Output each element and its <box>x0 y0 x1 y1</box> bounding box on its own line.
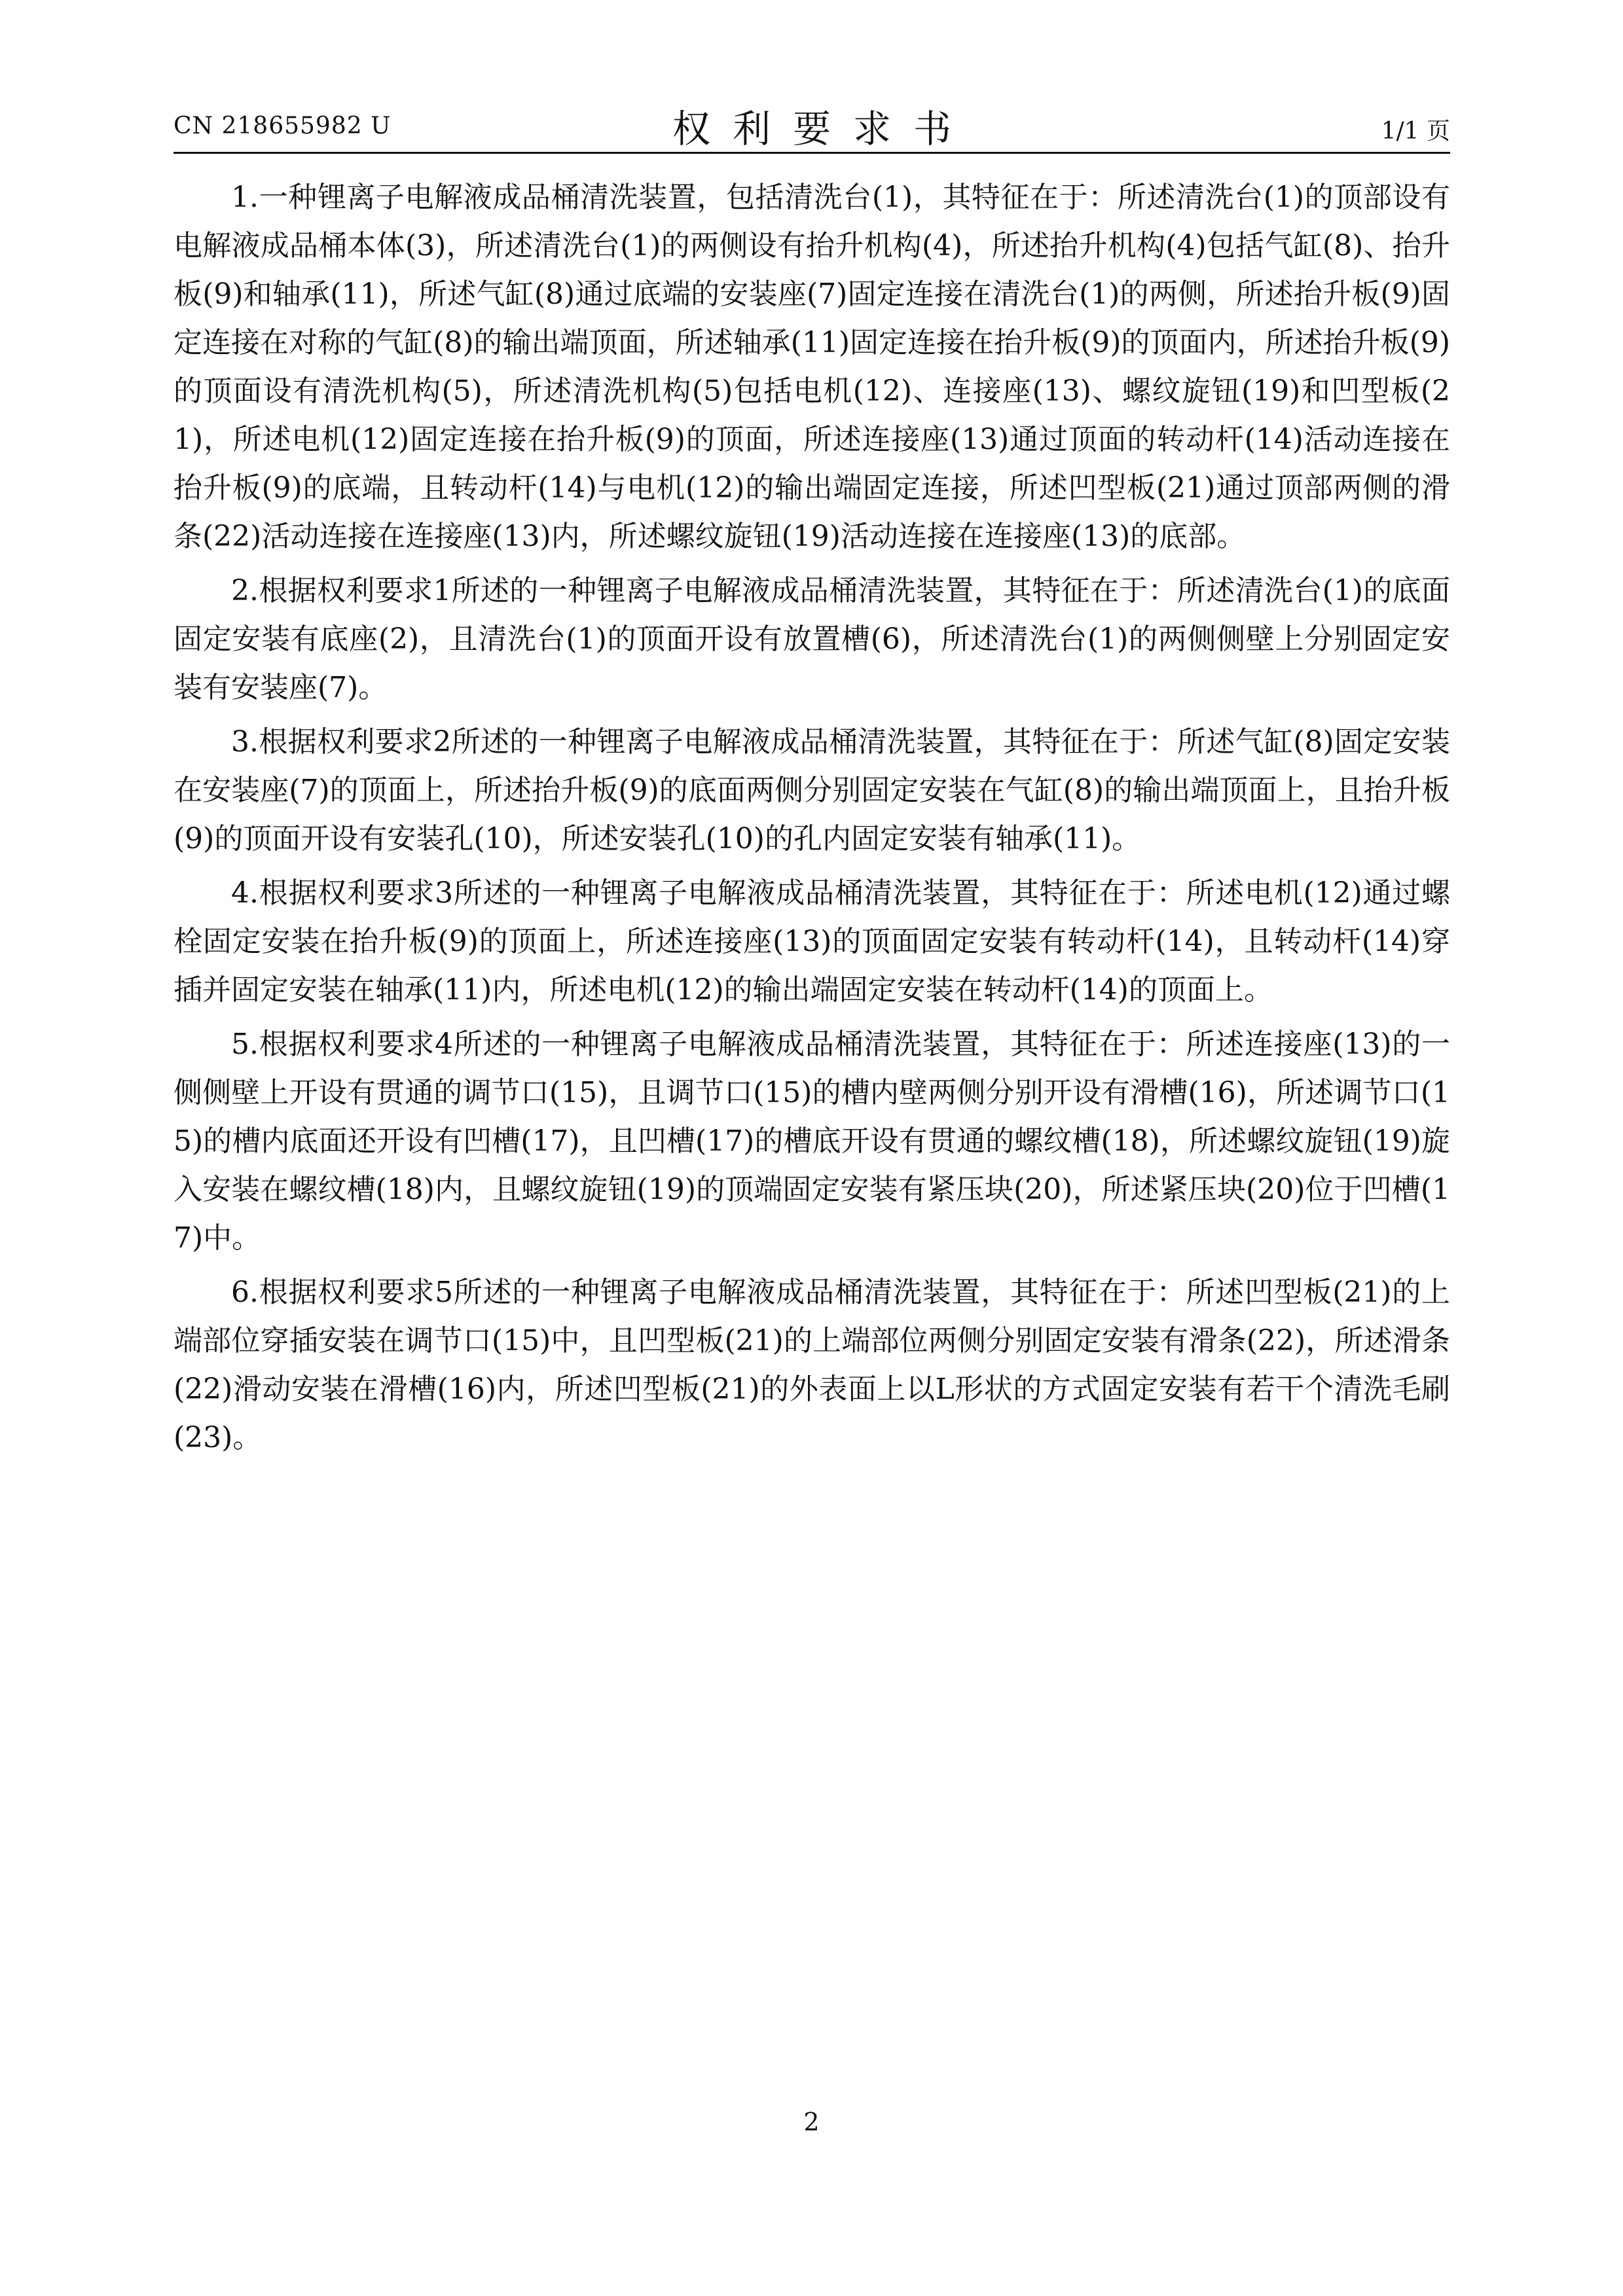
document-title: 权利要求书 <box>672 107 974 151</box>
claims-body <box>173 173 1450 1468</box>
page-indicator: 1/1 页 <box>1381 118 1450 145</box>
publication-number: CN 218655982 U <box>173 113 392 139</box>
claim-1: 1.一种锂离子电解液成品桶清洗装置，包括清洗台(1)，其特征在于：所述清洗台(1)的顶部设有电解液成品桶本体(3)，所述清洗台(1)的两侧设有抬升机构(4)，所述抬升机构(4)包括气缸(8)、抬升板(9)和轴承(11)，所述气缸(8)通过底端的安装座(7)固定连接在清洗台(1)的两侧，所述抬升板(9)固定连接在对称的气缸(8)的输出端顶面，所述轴承(11)固定连接在抬升板(9)的顶面内，所述抬升板(9)的顶面设有清洗机构(5)，所述清洗机构(5)包括电机(12)、连接座(13)、螺纹旋钮(19)和凹型板(21)，所述电机(12)固定连接在抬升板(9)的顶面，所述连接座(13)通过顶面的转动杆(14)活动连接在抬升板(9)的底端，且转动杆(14)与电机(12)的输出端固定连接，所述凹型板(21)通过顶部两侧的滑条(22)活动连接在连接座(13)内，所述螺纹旋钮(19)活动连接在连接座(13)的底部。 <box>173 181 1450 553</box>
footer-page-number: 2 <box>803 2108 820 2136</box>
claim-4: 4.根据权利要求3所述的一种锂离子电解液成品桶清洗装置，其特征在于：所述电机(12)通过螺栓固定安装在抬升板(9)的顶面上，所述连接座(13)的顶面固定安装有转动杆(14)，且转动杆(14)穿插并固定安装在轴承(11)内，所述电机(12)的输出端固定安装在转动杆(14)的顶面上。 <box>173 876 1450 1007</box>
header-divider <box>173 152 1450 154</box>
claim-6: 6.根据权利要求5所述的一种锂离子电解液成品桶清洗装置，其特征在于：所述凹型板(21)的上端部位穿插安装在调节口(15)中，且凹型板(21)的上端部位两侧分别固定安装有滑条(22)，所述滑条(22)滑动安装在滑槽(16)内，所述凹型板(21)的外表面上以L形状的方式固定安装有若干个清洗毛刷(23)。 <box>173 1276 1450 1454</box>
claim-2: 2.根据权利要求1所述的一种锂离子电解液成品桶清洗装置，其特征在于：所述清洗台(1)的底面固定安装有底座(2)，且清洗台(1)的顶面开设有放置槽(6)，所述清洗台(1)的两侧侧壁上分别固定安装有安装座(7)。 <box>173 574 1450 704</box>
claim-3: 3.根据权利要求2所述的一种锂离子电解液成品桶清洗装置，其特征在于：所述气缸(8)固定安装在安装座(7)的顶面上，所述抬升板(9)的底面两侧分别固定安装在气缸(8)的输出端顶面上，且抬升板(9)的顶面开设有安装孔(10)，所述安装孔(10)的孔内固定安装有轴承(11)。 <box>173 725 1450 855</box>
claim-5: 5.根据权利要求4所述的一种锂离子电解液成品桶清洗装置，其特征在于：所述连接座(13)的一侧侧壁上开设有贯通的调节口(15)，且调节口(15)的槽内壁两侧分别开设有滑槽(16)，所述调节口(15)的槽内底面还开设有凹槽(17)，且凹槽(17)的槽底开设有贯通的螺纹槽(18)，所述螺纹旋钮(19)旋入安装在螺纹槽(18)内，且螺纹旋钮(19)的顶端固定安装有紧压块(20)，所述紧压块(20)位于凹槽(17)中。 <box>173 1028 1450 1255</box>
page-header <box>173 98 1450 151</box>
